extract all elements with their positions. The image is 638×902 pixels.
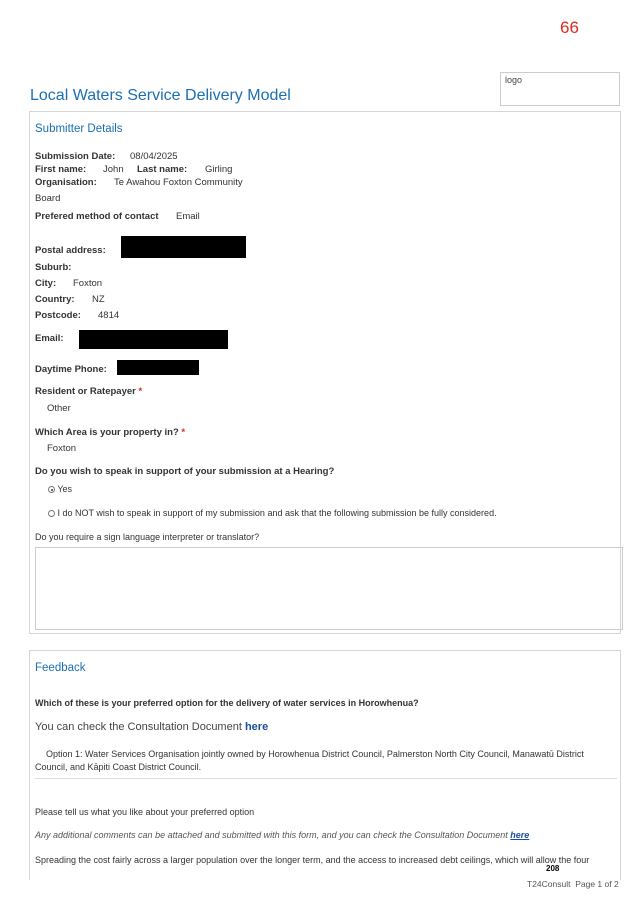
city-label: City: <box>35 278 57 289</box>
doc-page-number: 208 <box>546 864 560 873</box>
resident-ratepayer-value: Other <box>47 403 71 414</box>
divider <box>35 778 617 779</box>
contact-method-value: Email <box>176 211 200 222</box>
contact-method-label: Prefered method of contact <box>35 211 159 222</box>
last-name-label: Last name: <box>137 164 188 175</box>
comments-link[interactable]: here <box>510 830 530 840</box>
submission-date-value: 08/04/2025 <box>130 151 178 162</box>
preferred-option-question: Which of these is your preferred option for the delivery of water services in Horowhenua? <box>35 698 419 708</box>
hearing-yes-option[interactable]: Yes <box>48 484 72 494</box>
postal-address-redaction <box>121 236 246 258</box>
selected-option-text: Option 1: Water Services Organisation jointly owned by Horowhenua District Council, Palmerston North City Council, Manawatū District Council, and Kāpiti Coast District Council. <box>35 749 584 772</box>
answer-text: Spreading the cost fairly across a larger population over the longer term, and the access to increased debt ceilings, which will allow the four <box>35 855 590 865</box>
organisation-label: Organisation: <box>35 177 97 188</box>
country-label: Country: <box>35 294 75 305</box>
postcode-label: Postcode: <box>35 310 81 321</box>
first-name-value: John <box>103 164 124 175</box>
organisation-value-cont: Board <box>35 193 61 204</box>
daytime-phone-label: Daytime Phone: <box>35 364 107 375</box>
suburb-label: Suburb: <box>35 262 72 273</box>
email-redaction <box>79 330 228 349</box>
postcode-value: 4814 <box>98 310 120 321</box>
comments-note: Any additional comments can be attached and submitted with this form, and you can check the Consultation Document here <box>35 830 530 840</box>
first-name-label: First name: <box>35 164 87 175</box>
footer-page-info: T24Consult Page 1 of 2 <box>527 879 619 889</box>
consultation-check-text: You can check the Consultation Document here <box>35 721 269 733</box>
radio-unselected-icon[interactable] <box>48 510 55 517</box>
phone-redaction <box>117 360 199 375</box>
last-name-value: Girling <box>205 164 233 175</box>
page-title: Local Waters Service Delivery Model <box>30 87 291 104</box>
hearing-question: Do you wish to speak in support of your submission at a Hearing? <box>35 466 335 477</box>
postal-address-label: Postal address: <box>35 245 106 256</box>
email-label: Email: <box>35 333 64 344</box>
city-value: Foxton <box>73 278 103 289</box>
property-area-label: Which Area is your property in? * <box>35 427 186 438</box>
interpreter-question: Do you require a sign language interpreter or translator? <box>35 532 260 542</box>
page-number: 66 <box>560 18 579 37</box>
required-mark: * <box>181 427 186 438</box>
radio-selected-icon[interactable] <box>48 486 55 493</box>
feedback-section-title: Feedback <box>35 662 86 674</box>
country-value: NZ <box>92 294 105 305</box>
organisation-value: Te Awahou Foxton Community <box>114 177 243 188</box>
hearing-no-option[interactable]: I do NOT wish to speak in support of my submission and ask that the following submission be fully considered. <box>48 508 497 518</box>
submission-date-label: Submission Date: <box>35 151 116 162</box>
logo-placeholder: logo <box>500 72 620 106</box>
like-question: Please tell us what you like about your preferred option <box>35 807 255 817</box>
interpreter-textarea[interactable] <box>35 547 623 630</box>
property-area-value: Foxton <box>47 443 77 454</box>
required-mark: * <box>138 386 143 397</box>
consultation-link[interactable]: here <box>244 721 269 733</box>
resident-ratepayer-label: Resident or Ratepayer * <box>35 386 143 397</box>
submitter-section-title: Submitter Details <box>35 123 123 135</box>
